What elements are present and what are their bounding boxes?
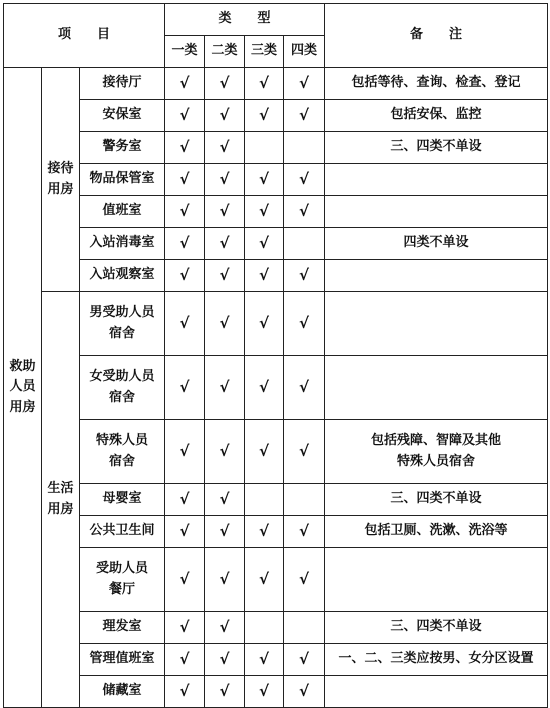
room-name-line: 宿舍 <box>109 325 136 341</box>
type-2-cell <box>205 68 245 100</box>
header-cat1: 一类 <box>165 36 205 68</box>
remark-line: 包括安保、监控 <box>390 107 482 123</box>
remark-cell <box>325 644 548 676</box>
type-2-cell <box>205 132 245 164</box>
remark-line: 特殊人员宿舍 <box>397 453 476 469</box>
room-name <box>80 516 165 548</box>
check-mark-icon: √ <box>299 313 310 332</box>
room-name-line: 受助人员 <box>96 561 149 577</box>
type-3-cell <box>245 676 284 708</box>
check-mark-icon: √ <box>259 265 270 284</box>
check-mark-icon: √ <box>219 313 230 332</box>
table-row <box>4 164 548 196</box>
header-item <box>4 4 165 68</box>
check-mark-icon: √ <box>299 73 310 92</box>
section-rescue-rooms-line: 救助 <box>9 359 36 375</box>
type-2-cell <box>205 292 245 356</box>
check-mark-icon: √ <box>179 201 190 220</box>
check-mark-icon: √ <box>259 521 270 540</box>
room-requirements-table <box>3 3 548 708</box>
type-2-cell <box>205 164 245 196</box>
room-name <box>80 260 165 292</box>
check-mark-icon: √ <box>259 377 270 396</box>
table-row <box>4 68 548 100</box>
type-3-cell <box>245 516 284 548</box>
check-mark-icon: √ <box>259 681 270 700</box>
check-mark-icon: √ <box>259 233 270 252</box>
remark-line: 三、四类不单设 <box>390 619 482 635</box>
room-name <box>80 196 165 228</box>
type-1-cell <box>165 548 205 612</box>
remark-cell <box>325 100 548 132</box>
remark-cell <box>325 548 548 612</box>
check-mark-icon: √ <box>219 521 230 540</box>
type-2-cell <box>205 548 245 612</box>
check-mark-icon: √ <box>299 169 310 188</box>
check-mark-icon: √ <box>179 569 190 588</box>
room-name-line: 公共卫生间 <box>89 523 155 539</box>
type-4-cell <box>284 292 325 356</box>
type-4-cell <box>284 516 325 548</box>
type-3-cell <box>245 292 284 356</box>
type-4-cell <box>284 132 325 164</box>
type-3-cell <box>245 228 284 260</box>
type-1-cell <box>165 516 205 548</box>
room-name <box>80 612 165 644</box>
check-mark-icon: √ <box>179 681 190 700</box>
section-rescue-rooms <box>4 68 42 708</box>
group-reception-line: 用房 <box>47 181 74 197</box>
remark-line: 四类不单设 <box>403 235 469 251</box>
type-3-cell <box>245 196 284 228</box>
check-mark-icon: √ <box>179 265 190 284</box>
type-2-cell <box>205 676 245 708</box>
type-1-cell <box>165 68 205 100</box>
room-name <box>80 132 165 164</box>
check-mark-icon: √ <box>299 681 310 700</box>
room-name-line: 宿舍 <box>109 453 136 469</box>
check-mark-icon: √ <box>219 137 230 156</box>
type-4-cell <box>284 676 325 708</box>
check-mark-icon: √ <box>179 441 190 460</box>
remark-cell <box>325 292 548 356</box>
type-1-cell <box>165 132 205 164</box>
check-mark-icon: √ <box>219 649 230 668</box>
type-4-cell <box>284 356 325 420</box>
remark-cell <box>325 228 548 260</box>
check-mark-icon: √ <box>179 137 190 156</box>
check-mark-icon: √ <box>219 265 230 284</box>
type-2-cell <box>205 196 245 228</box>
room-name <box>80 68 165 100</box>
check-mark-icon: √ <box>259 569 270 588</box>
type-3-cell <box>245 260 284 292</box>
remark-cell <box>325 612 548 644</box>
type-1-cell <box>165 228 205 260</box>
remark-cell <box>325 260 548 292</box>
table-row <box>4 676 548 708</box>
remark-line: 包括等待、查询、检查、登记 <box>351 75 521 91</box>
type-1-cell <box>165 612 205 644</box>
check-mark-icon: √ <box>259 441 270 460</box>
header-row-1 <box>4 4 548 36</box>
check-mark-icon: √ <box>259 201 270 220</box>
check-mark-icon: √ <box>179 105 190 124</box>
room-name-line: 入站观察室 <box>89 267 155 283</box>
remark-cell <box>325 68 548 100</box>
check-mark-icon: √ <box>299 377 310 396</box>
room-name-line: 管理值班室 <box>89 651 155 667</box>
type-4-cell <box>284 612 325 644</box>
table-row <box>4 516 548 548</box>
type-2-cell <box>205 260 245 292</box>
type-4-cell <box>284 260 325 292</box>
check-mark-icon: √ <box>219 105 230 124</box>
check-mark-icon: √ <box>179 489 190 508</box>
group-living-line: 生活 <box>47 481 74 497</box>
remark-cell <box>325 484 548 516</box>
check-mark-icon: √ <box>179 313 190 332</box>
type-4-cell <box>284 484 325 516</box>
type-1-cell <box>165 196 205 228</box>
type-2-cell <box>205 420 245 484</box>
remark-line: 三、四类不单设 <box>390 491 482 507</box>
header-remark <box>325 4 548 68</box>
type-3-cell <box>245 548 284 612</box>
room-name <box>80 548 165 612</box>
room-name-line: 女受助人员 <box>89 369 155 385</box>
type-3-cell <box>245 644 284 676</box>
room-name <box>80 356 165 420</box>
type-4-cell <box>284 68 325 100</box>
check-mark-icon: √ <box>299 265 310 284</box>
remark-cell <box>325 164 548 196</box>
group-reception <box>42 68 80 292</box>
room-name-line: 警务室 <box>102 139 142 155</box>
type-1-cell <box>165 356 205 420</box>
type-1-cell <box>165 484 205 516</box>
type-3-cell <box>245 68 284 100</box>
room-name-line: 男受助人员 <box>89 305 155 321</box>
check-mark-icon: √ <box>219 681 230 700</box>
check-mark-icon: √ <box>219 377 230 396</box>
type-4-cell <box>284 644 325 676</box>
type-1-cell <box>165 164 205 196</box>
room-name-line: 宿舍 <box>109 389 136 405</box>
table-row <box>4 260 548 292</box>
table-body <box>4 68 548 708</box>
table-row <box>4 132 548 164</box>
type-3-cell <box>245 164 284 196</box>
type-4-cell <box>284 100 325 132</box>
table-row <box>4 228 548 260</box>
check-mark-icon: √ <box>179 233 190 252</box>
check-mark-icon: √ <box>299 649 310 668</box>
type-1-cell <box>165 100 205 132</box>
type-1-cell <box>165 644 205 676</box>
table-row <box>4 356 548 420</box>
table-row <box>4 612 548 644</box>
room-name-line: 母婴室 <box>102 491 142 507</box>
type-2-cell <box>205 356 245 420</box>
check-mark-icon: √ <box>259 105 270 124</box>
remark-line: 包括残障、智障及其他 <box>371 433 502 449</box>
table-row <box>4 420 548 484</box>
room-name <box>80 644 165 676</box>
check-mark-icon: √ <box>299 569 310 588</box>
type-2-cell <box>205 484 245 516</box>
remark-line: 一、二、三类应按男、女分区设置 <box>338 651 534 667</box>
room-name-line: 物品保管室 <box>89 171 155 187</box>
type-1-cell <box>165 292 205 356</box>
room-name <box>80 484 165 516</box>
type-3-cell <box>245 356 284 420</box>
room-name-line: 理发室 <box>102 619 142 635</box>
check-mark-icon: √ <box>299 105 310 124</box>
check-mark-icon: √ <box>179 73 190 92</box>
room-name-line: 安保室 <box>102 107 142 123</box>
type-3-cell <box>245 484 284 516</box>
remark-cell <box>325 196 548 228</box>
check-mark-icon: √ <box>299 521 310 540</box>
remark-cell <box>325 420 548 484</box>
check-mark-icon: √ <box>219 73 230 92</box>
group-living-line: 用房 <box>47 501 74 517</box>
table-row <box>4 484 548 516</box>
check-mark-icon: √ <box>219 617 230 636</box>
header-cat3: 三类 <box>245 36 284 68</box>
remark-cell <box>325 516 548 548</box>
check-mark-icon: √ <box>299 441 310 460</box>
check-mark-icon: √ <box>259 169 270 188</box>
header-cat2: 二类 <box>205 36 245 68</box>
remark-cell <box>325 132 548 164</box>
check-mark-icon: √ <box>219 489 230 508</box>
type-1-cell <box>165 260 205 292</box>
room-name-line: 值班室 <box>102 203 142 219</box>
room-name <box>80 292 165 356</box>
table-row <box>4 100 548 132</box>
check-mark-icon: √ <box>259 313 270 332</box>
room-name-line: 餐厅 <box>109 581 136 597</box>
check-mark-icon: √ <box>179 617 190 636</box>
check-mark-icon: √ <box>219 569 230 588</box>
section-rescue-rooms-line: 人员 <box>9 379 36 395</box>
type-4-cell <box>284 548 325 612</box>
room-name-line: 入站消毒室 <box>89 235 155 251</box>
check-mark-icon: √ <box>179 521 190 540</box>
type-4-cell <box>284 228 325 260</box>
type-3-cell <box>245 132 284 164</box>
type-2-cell <box>205 100 245 132</box>
room-name <box>80 164 165 196</box>
room-name <box>80 420 165 484</box>
room-name <box>80 676 165 708</box>
check-mark-icon: √ <box>179 649 190 668</box>
type-4-cell <box>284 420 325 484</box>
check-mark-icon: √ <box>259 73 270 92</box>
header-remark-label: 备注 <box>410 27 489 43</box>
room-name-line: 储藏室 <box>102 683 142 699</box>
remark-line: 包括卫厕、洗漱、洗浴等 <box>364 523 508 539</box>
room-name <box>80 228 165 260</box>
check-mark-icon: √ <box>219 441 230 460</box>
type-2-cell <box>205 228 245 260</box>
type-1-cell <box>165 420 205 484</box>
table-row <box>4 292 548 356</box>
type-3-cell <box>245 100 284 132</box>
header-type-label: 类型 <box>218 11 297 27</box>
check-mark-icon: √ <box>259 649 270 668</box>
group-living <box>42 292 80 708</box>
section-rescue-rooms-line: 用房 <box>9 399 36 415</box>
type-2-cell <box>205 612 245 644</box>
check-mark-icon: √ <box>219 233 230 252</box>
type-1-cell <box>165 676 205 708</box>
type-2-cell <box>205 516 245 548</box>
type-4-cell <box>284 164 325 196</box>
check-mark-icon: √ <box>179 377 190 396</box>
header-cat4: 四类 <box>284 36 325 68</box>
table-row <box>4 644 548 676</box>
remark-cell <box>325 356 548 420</box>
table-row <box>4 548 548 612</box>
room-name-line: 接待厅 <box>102 75 142 91</box>
table-row <box>4 196 548 228</box>
group-reception-line: 接待 <box>47 161 74 177</box>
type-3-cell <box>245 420 284 484</box>
type-4-cell <box>284 196 325 228</box>
check-mark-icon: √ <box>219 201 230 220</box>
type-2-cell <box>205 644 245 676</box>
check-mark-icon: √ <box>179 169 190 188</box>
check-mark-icon: √ <box>299 201 310 220</box>
check-mark-icon: √ <box>219 169 230 188</box>
room-name-line: 特殊人员 <box>96 433 149 449</box>
type-3-cell <box>245 612 284 644</box>
room-name <box>80 100 165 132</box>
header-type <box>165 4 325 36</box>
remark-line: 三、四类不单设 <box>390 139 482 155</box>
remark-cell <box>325 676 548 708</box>
header-item-label: 项目 <box>58 27 137 43</box>
